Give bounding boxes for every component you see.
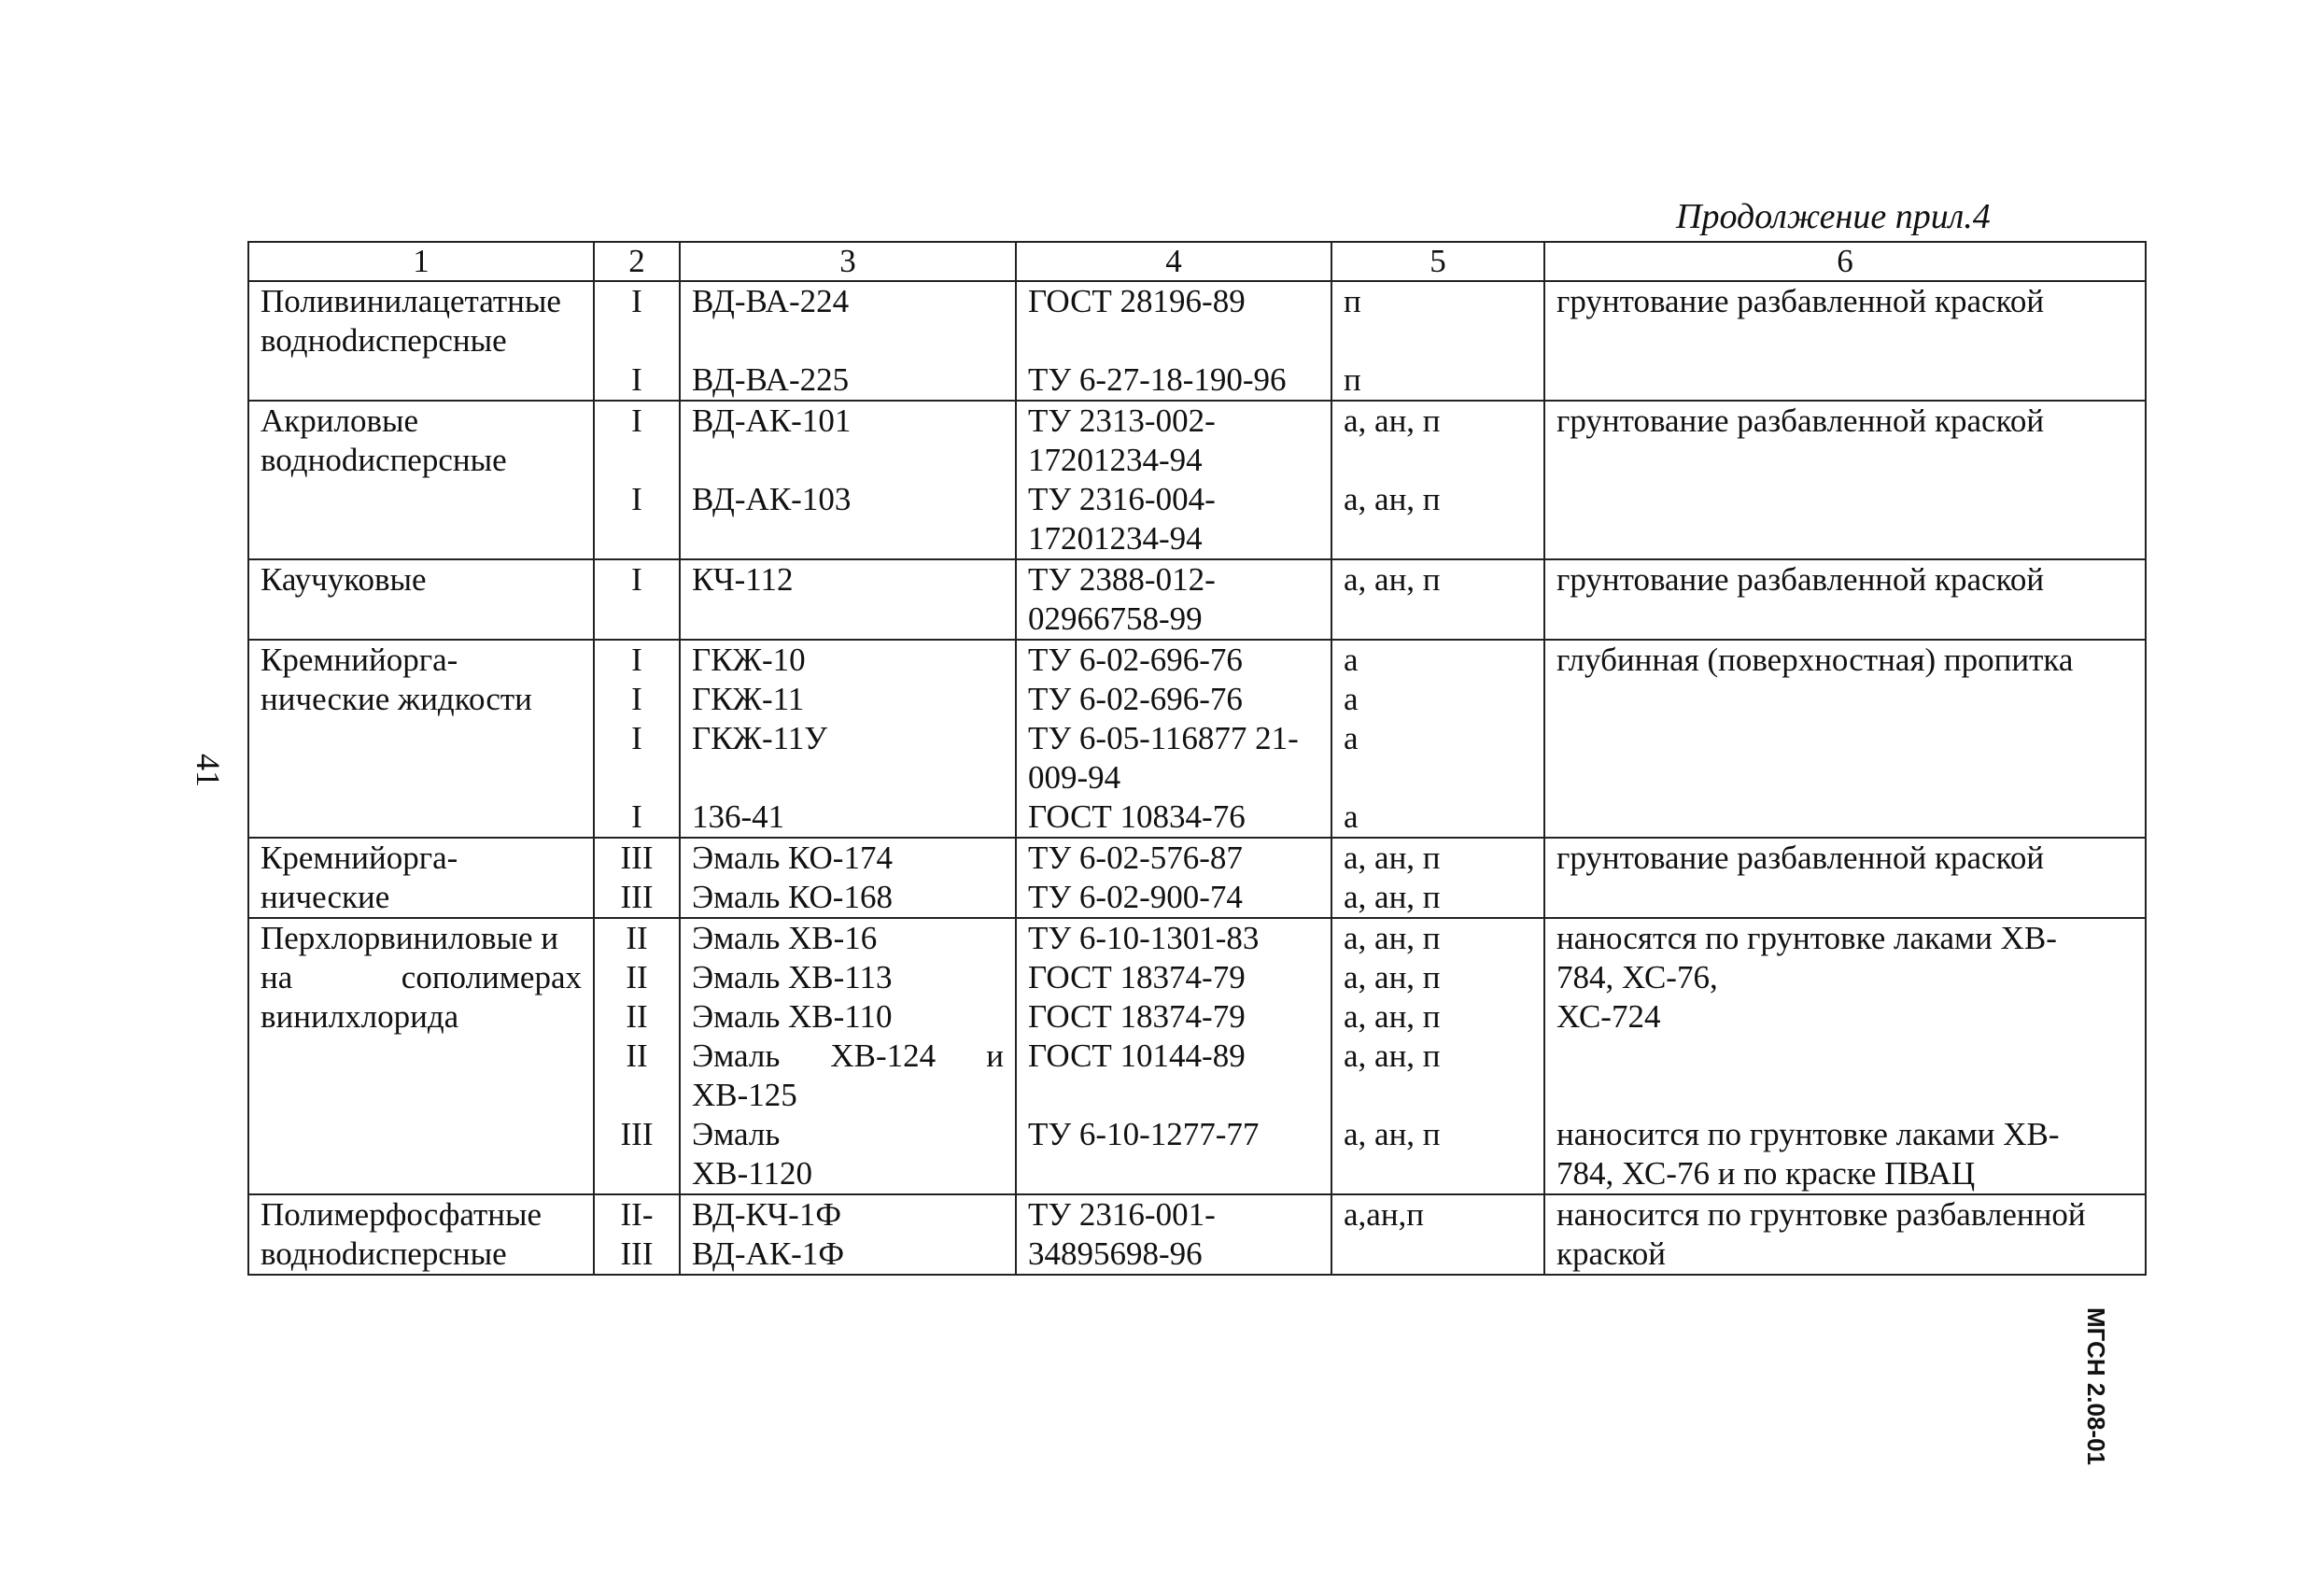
- table-cell-col1: [248, 640, 594, 838]
- table-cell-col2: [594, 281, 680, 401]
- cell-line: ВД-ВА-224: [692, 283, 850, 319]
- table-cell-col3: [680, 1194, 1016, 1275]
- cell-line: ТУ 2316-004-: [1028, 481, 1216, 517]
- cell-line: а, ан, п: [1344, 561, 1441, 598]
- cell-line: [1028, 1154, 1319, 1193]
- cell-line: КЧ-112: [692, 561, 794, 598]
- column-header: 3: [680, 242, 1016, 281]
- cell-line: ТУ 2313-002-: [1028, 402, 1216, 439]
- cell-line: [1556, 1037, 2134, 1076]
- cell-line: [1556, 321, 2134, 360]
- cell-line: [261, 719, 582, 758]
- cell-line: а: [1344, 798, 1359, 835]
- cell-line: грунтование разбавленной краской: [1556, 840, 2045, 876]
- cell-line: Эмаль ХВ-110: [692, 998, 893, 1035]
- cell-line: а, ан, п: [1344, 481, 1441, 517]
- table-cell-col5: [1331, 281, 1544, 401]
- table-cell-col3: [680, 401, 1016, 559]
- cell-line: [1556, 719, 2134, 758]
- cell-line: Эмаль КО-168: [692, 879, 893, 915]
- table-body: [248, 281, 2146, 1275]
- continuation-caption: Продолжение прил.4: [1676, 197, 1991, 236]
- cell-line: Эмаль ХВ-124 и: [692, 1037, 1004, 1074]
- cell-line: [1028, 321, 1319, 360]
- cell-line: а, ан, п: [1344, 879, 1441, 915]
- cell-line: I: [631, 481, 642, 517]
- cell-line: [599, 1154, 675, 1193]
- table-row: [248, 401, 2146, 559]
- cell-line: ГОСТ 28196-89: [1028, 283, 1246, 319]
- cell-line: II: [626, 1037, 648, 1074]
- cell-line: ХС-724: [1556, 998, 1661, 1035]
- cell-line: [261, 480, 582, 519]
- table-cell-col3: [680, 918, 1016, 1194]
- cell-line: [261, 798, 582, 837]
- cell-line: [599, 600, 675, 639]
- table-row: [248, 640, 2146, 838]
- cell-line: [1556, 600, 2134, 639]
- column-header: 6: [1544, 242, 2146, 281]
- cell-line: [261, 1115, 582, 1154]
- table-cell-col3: [680, 838, 1016, 918]
- cell-line: [1556, 1076, 2134, 1115]
- cell-line: Каучуковые: [261, 561, 427, 598]
- cell-line: а, ан, п: [1344, 920, 1441, 956]
- cell-line: [261, 360, 582, 400]
- table-cell-col4: [1016, 281, 1331, 401]
- cell-line: ТУ 2388-012-: [1028, 561, 1216, 598]
- cell-line: нические: [261, 879, 390, 915]
- cell-line: Поливинилацетатные: [261, 283, 561, 319]
- cell-line: II-: [620, 1196, 654, 1233]
- table-cell-col4: [1016, 401, 1331, 559]
- column-header: 5: [1331, 242, 1544, 281]
- cell-line: III: [620, 1235, 654, 1272]
- cell-line: 784, ХС-76,: [1556, 959, 1718, 995]
- cell-line: [261, 1037, 582, 1076]
- materials-table: [247, 241, 2147, 1276]
- cell-line: ТУ 6-02-900-74: [1028, 879, 1243, 915]
- table-cell-col3: [680, 281, 1016, 401]
- table-cell-col4: [1016, 1194, 1331, 1275]
- cell-line: ВД-АК-1Ф: [692, 1235, 844, 1272]
- cell-line: а: [1344, 720, 1359, 756]
- cell-line: Кремнийорга-: [261, 642, 458, 678]
- cell-line: 136-41: [692, 798, 785, 835]
- cell-line: грунтование разбавленной краской: [1556, 561, 2045, 598]
- cell-line: нические жидкости: [261, 681, 532, 717]
- cell-line: ВД-АК-103: [692, 481, 852, 517]
- table-cell-col5: [1331, 640, 1544, 838]
- table-row: [248, 281, 2146, 401]
- cell-line: III: [620, 1116, 654, 1152]
- table-cell-col3: [680, 559, 1016, 640]
- cell-line: [1344, 758, 1532, 798]
- cell-line: [1344, 441, 1532, 480]
- cell-line: а, ан, п: [1344, 402, 1441, 439]
- cell-line: I: [631, 283, 642, 319]
- cell-line: III: [620, 879, 654, 915]
- cell-line: [261, 519, 582, 558]
- table-row: [248, 1194, 2146, 1275]
- cell-line: а, ан, п: [1344, 998, 1441, 1035]
- table-cell-col5: [1331, 918, 1544, 1194]
- cell-line: Эмаль: [692, 1116, 781, 1152]
- cell-line: ТУ 6-05-116877 21-: [1028, 720, 1299, 756]
- cell-line: [1344, 321, 1532, 360]
- cell-line: а, ан, п: [1344, 1116, 1441, 1152]
- cell-line: Перхлорвиниловые и: [261, 920, 559, 956]
- table-cell-col4: [1016, 640, 1331, 838]
- table-cell-col2: [594, 838, 680, 918]
- cell-line: I: [631, 561, 642, 598]
- cell-line: наносится по грунтовке лаками ХВ-: [1556, 1116, 2060, 1152]
- table-row: [248, 838, 2146, 918]
- cell-line: [599, 758, 675, 798]
- cell-line: [692, 758, 1004, 798]
- cell-line: грунтование разбавленной краской: [1556, 402, 2045, 439]
- cell-line: I: [631, 798, 642, 835]
- cell-line: I: [631, 361, 642, 398]
- table-row: [248, 559, 2146, 640]
- document-code: МГСН 2.08-01: [2082, 1307, 2110, 1466]
- cell-line: [261, 758, 582, 798]
- cell-line: ВД-КЧ-1Ф: [692, 1196, 841, 1233]
- cell-line: Полимерфосфатные: [261, 1196, 542, 1233]
- cell-line: [692, 600, 1004, 639]
- cell-line: [1556, 519, 2134, 558]
- table-cell-col1: [248, 838, 594, 918]
- table-cell-col6: [1544, 838, 2146, 918]
- cell-line: ТУ 6-27-18-190-96: [1028, 361, 1287, 398]
- cell-line: [261, 600, 582, 639]
- cell-line: ГКЖ-10: [692, 642, 806, 678]
- cell-line: Эмаль КО-174: [692, 840, 893, 876]
- cell-line: II: [626, 998, 648, 1035]
- table-cell-col6: [1544, 918, 2146, 1194]
- cell-line: [1344, 600, 1532, 639]
- cell-line: краской: [1556, 1235, 1667, 1272]
- cell-line: ТУ 6-10-1277-77: [1028, 1116, 1260, 1152]
- table-cell-col1: [248, 918, 594, 1194]
- column-header: 1: [248, 242, 594, 281]
- cell-line: ТУ 6-10-1301-83: [1028, 920, 1260, 956]
- cell-line: на сополимерах: [261, 959, 582, 995]
- cell-line: грунтование разбавленной краской: [1556, 283, 2045, 319]
- cell-line: [1344, 519, 1532, 558]
- cell-line: [1344, 1076, 1532, 1115]
- cell-line: ГКЖ-11: [692, 681, 805, 717]
- cell-line: ХВ-125: [692, 1077, 797, 1113]
- cell-line: Кремнийорга-: [261, 840, 458, 876]
- table-cell-col6: [1544, 401, 2146, 559]
- table-cell-col1: [248, 559, 594, 640]
- cell-line: а,ан,п: [1344, 1196, 1425, 1233]
- cell-line: п: [1344, 361, 1361, 398]
- cell-line: 009-94: [1028, 759, 1121, 796]
- cell-line: I: [631, 642, 642, 678]
- cell-line: ТУ 6-02-576-87: [1028, 840, 1243, 876]
- cell-line: [692, 441, 1004, 480]
- table-cell-col2: [594, 918, 680, 1194]
- cell-line: Акриловые: [261, 402, 419, 439]
- cell-line: а: [1344, 642, 1359, 678]
- cell-line: [1344, 1235, 1532, 1274]
- cell-line: водноdисперсные: [261, 442, 507, 478]
- cell-line: [1028, 1076, 1319, 1115]
- cell-line: ХВ-1120: [692, 1155, 812, 1192]
- cell-line: водноdисперсные: [261, 1235, 507, 1272]
- table-cell-col4: [1016, 918, 1331, 1194]
- table-cell-col2: [594, 1194, 680, 1275]
- page-number: 41: [190, 754, 227, 787]
- column-header: 4: [1016, 242, 1331, 281]
- cell-line: 784, ХС-76 и по краске ПВАЦ: [1556, 1155, 1976, 1192]
- cell-line: ТУ 6-02-696-76: [1028, 642, 1243, 678]
- cell-line: Эмаль ХВ-113: [692, 959, 893, 995]
- cell-line: [261, 1076, 582, 1115]
- cell-line: [1556, 758, 2134, 798]
- table-cell-col6: [1544, 640, 2146, 838]
- cell-line: ГОСТ 10144-89: [1028, 1037, 1246, 1074]
- cell-line: [1556, 360, 2134, 400]
- cell-line: III: [620, 840, 654, 876]
- table-cell-col5: [1331, 559, 1544, 640]
- cell-line: а, ан, п: [1344, 840, 1441, 876]
- table-cell-col4: [1016, 559, 1331, 640]
- cell-line: I: [631, 402, 642, 439]
- cell-line: водноdисперсные: [261, 322, 507, 359]
- cell-line: п: [1344, 283, 1361, 319]
- cell-line: 17201234-94: [1028, 520, 1203, 557]
- cell-line: а, ан, п: [1344, 1037, 1441, 1074]
- cell-line: наносятся по грунтовке лаками ХВ-: [1556, 920, 2057, 956]
- cell-line: а, ан, п: [1344, 959, 1441, 995]
- table-cell-col5: [1331, 401, 1544, 559]
- table-cell-col6: [1544, 281, 2146, 401]
- cell-line: [1556, 680, 2134, 719]
- table-cell-col2: [594, 401, 680, 559]
- table-cell-col4: [1016, 838, 1331, 918]
- cell-line: [599, 1076, 675, 1115]
- cell-line: I: [631, 720, 642, 756]
- table-cell-col5: [1331, 838, 1544, 918]
- cell-line: ГКЖ-11У: [692, 720, 828, 756]
- cell-line: II: [626, 959, 648, 995]
- table-cell-col2: [594, 640, 680, 838]
- cell-line: [599, 441, 675, 480]
- cell-line: а: [1344, 681, 1359, 717]
- cell-line: 02966758-99: [1028, 600, 1203, 637]
- cell-line: [1344, 1154, 1532, 1193]
- table-cell-col1: [248, 401, 594, 559]
- cell-line: II: [626, 920, 648, 956]
- cell-line: [692, 321, 1004, 360]
- table-cell-col6: [1544, 559, 2146, 640]
- cell-line: 34895698-96: [1028, 1235, 1203, 1272]
- cell-line: наносится по грунтовке разбавленной: [1556, 1196, 2086, 1233]
- cell-line: винилхлорида: [261, 998, 459, 1035]
- cell-line: глубинная (поверхностная) пропитка: [1556, 642, 2074, 678]
- table-cell-col1: [248, 1194, 594, 1275]
- cell-line: Эмаль ХВ-16: [692, 920, 878, 956]
- cell-line: 17201234-94: [1028, 442, 1203, 478]
- cell-line: ГОСТ 10834-76: [1028, 798, 1246, 835]
- table-cell-col1: [248, 281, 594, 401]
- cell-line: ТУ 6-02-696-76: [1028, 681, 1243, 717]
- column-header: 2: [594, 242, 680, 281]
- cell-line: [692, 519, 1004, 558]
- cell-line: ТУ 2316-001-: [1028, 1196, 1216, 1233]
- cell-line: [1556, 441, 2134, 480]
- cell-line: ГОСТ 18374-79: [1028, 998, 1246, 1035]
- cell-line: [599, 321, 675, 360]
- cell-line: ВД-ВА-225: [692, 361, 850, 398]
- cell-line: [599, 519, 675, 558]
- cell-line: [1556, 798, 2134, 837]
- cell-line: ВД-АК-101: [692, 402, 852, 439]
- table-cell-col2: [594, 559, 680, 640]
- cell-line: [261, 1154, 582, 1193]
- cell-line: [1556, 878, 2134, 917]
- table-header-row: [248, 242, 2146, 281]
- cell-line: [1556, 480, 2134, 519]
- table-cell-col6: [1544, 1194, 2146, 1275]
- cell-line: ГОСТ 18374-79: [1028, 959, 1246, 995]
- table-cell-col5: [1331, 1194, 1544, 1275]
- table-cell-col3: [680, 640, 1016, 838]
- table-row: [248, 918, 2146, 1194]
- cell-line: I: [631, 681, 642, 717]
